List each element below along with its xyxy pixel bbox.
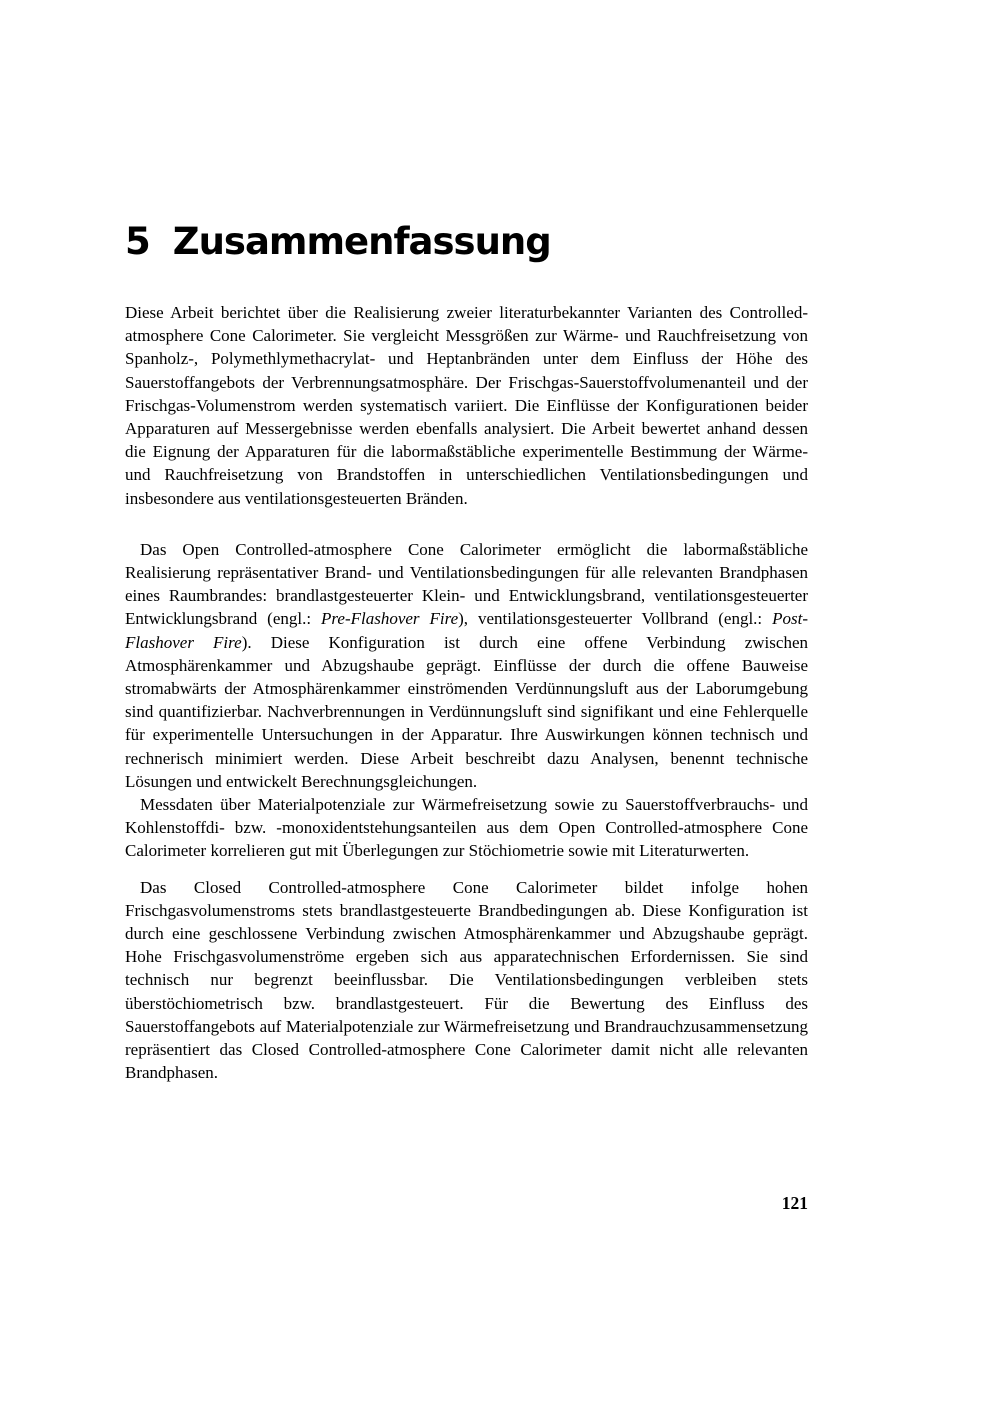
paragraph-messdaten: Messdaten über Materialpotenziale zur Wärmefreisetzung sowie zu Sauerstoffverbrauchs- und Kohlenstoffdi- bzw. -monoxidentstehungsanteilen aus dem Open Controlled-atmosphere Cone Calorimeter korrelieren gut mit Überlegungen zur Stöchiometrie sowie mit Literaturwerten. xyxy=(125,795,808,861)
page-content xyxy=(125,0,808,1085)
page-number: 121 xyxy=(781,1193,808,1213)
paragraph-open-cacc: Das Open Controlled-atmosphere Cone Calorimeter ermöglicht die labormaßstäbliche Realisierung repräsentativer Brand- und Ventilationsbedingungen für alle relevanten Brandphasen eines Raumbrandes: brandlastgesteuerter Klein- und Entwicklungsbrand, ventilationsgesteuerter Entwicklungsbrand (engl.: Pre-Flashover Fire), ventilationsgesteuerter Vollbrand (engl.: Post-Flashover Fire). Diese Konfiguration ist durch eine offene Verbindung zwischen Atmosphärenkammer und Abzugshaube geprägt. Einflüsse der durch die offene Bauweise stromabwärts der Atmosphärenkammer einströmenden Verdünnungsluft aus der Laborumgebung sind quantifizierbar. Nachverbrennungen in Verdünnungsluft sind signifikant und eine Fehlerquelle für experimentelle Untersuchungen in der Apparatur. Ihre Auswirkungen können technisch und rechnerisch minimiert werden. Diese Arbeit beschreibt dazu Analysen, benennt technische Lösungen und entwickelt Berechnungsgleichungen. xyxy=(125,539,808,791)
paragraph-intro: Diese Arbeit berichtet über die Realisierung zweier literaturbekannter Varianten des Controlled-atmosphere Cone Calorimeter. Sie vergleicht Messgrößen zur Wärme- und Rauchfreisetzung von Spanholz-, Polymethlymethacrylat- und Heptanbränden unter dem Einfluss der Höhe des Sauerstoffangebots der Verbrennungsatmosphäre. Der Frischgas-Sauerstoffvolumenanteil und der Frischgas-Volumenstrom werden systematisch variiert. Die Einflüsse der Konfigurationen beider Apparaturen auf Messergebnisse werden ebenfalls analysiert. Die Arbeit bewertet anhand dessen die Eignung der Apparaturen für die labormaßstäbliche experimentelle Bestimmung der Wärme- und Rauchfreisetzung von Brandstoffen in unterschiedlichen Ventilationsbedingungen und insbesondere aus ventilationsgesteuerten Bränden. xyxy=(125,303,808,508)
paragraph-closed-cacc: Das Closed Controlled-atmosphere Cone Calorimeter bildet infolge hohen Frischgasvolumenstroms stets brandlastgesteuerte Brandbedingungen ab. Diese Konfiguration ist durch eine geschlossene Verbindung zwischen Atmosphärenkammer und Abzugshaube geprägt. Hohe Frischgasvolumenströme ergeben sich aus apparatechnischen Erfordernissen. Sie sind technisch nur begrenzt beeinflussbar. Die Ventilationsbedingungen verbleiben stets überstöchiometrisch bzw. brandlastgesteuert. Für die Bewertung des Einfluss des Sauerstoffangebots auf Materialpotenziale zur Wärmefreisetzung und Brandrauchzusammensetzung repräsentiert das Closed Controlled-atmosphere Cone Calorimeter damit nicht alle relevanten Brandphasen. xyxy=(125,877,808,1083)
chapter-heading xyxy=(125,220,808,263)
chapter-body xyxy=(125,301,808,1085)
chapter-number: 5 xyxy=(125,220,150,263)
chapter-title: Zusammenfassung xyxy=(172,220,551,263)
